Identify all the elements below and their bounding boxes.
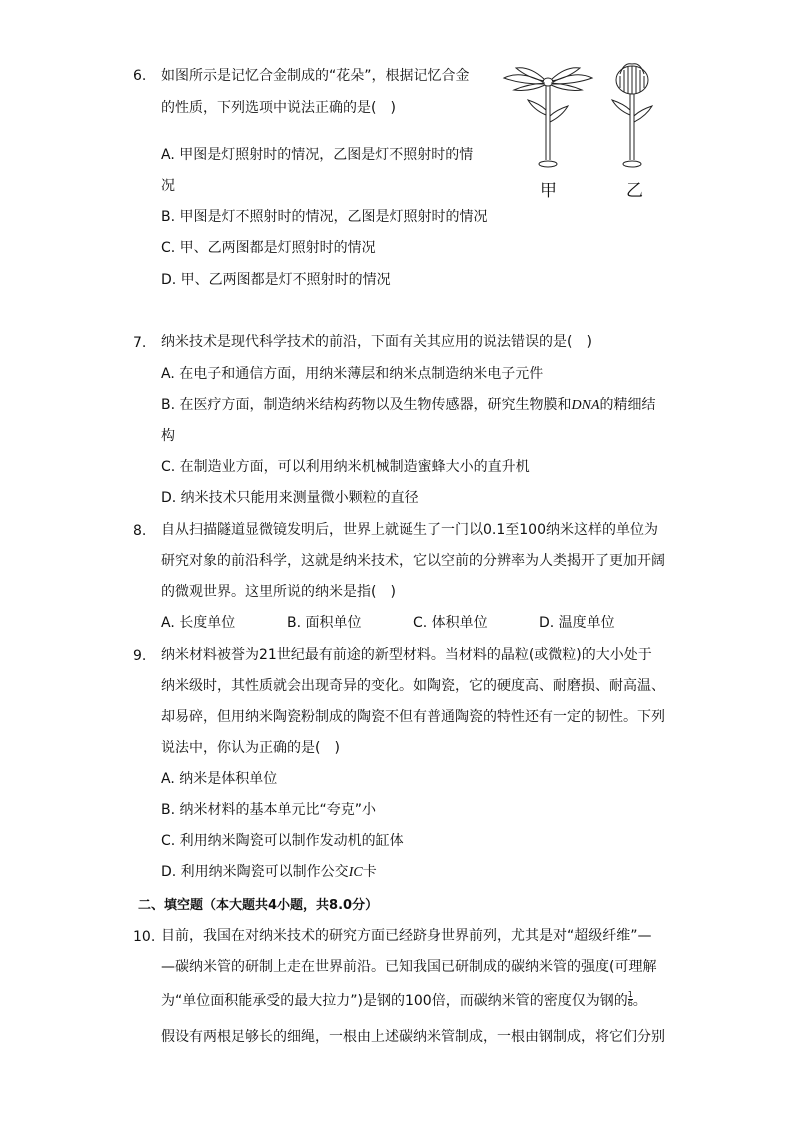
question-stem: 纳米材料被誉为21世纪最有前途的新型材料。当材料的晶粒(或微粒)的大小处于 xyxy=(161,647,652,663)
option-a: A. 纳米是体积单位 xyxy=(161,771,278,787)
question-number: 10. xyxy=(133,929,156,945)
option-d xyxy=(161,862,377,883)
option-c: C. 在制造业方面，可以利用纳米机械制造蜜蜂大小的直升机 xyxy=(161,459,530,475)
option-a-cont: 况 xyxy=(161,178,175,194)
stem-text: 为“单位面积能承受的最大拉力”)是钢的100倍，而碳纳米管的密度仅为钢的 xyxy=(161,993,628,1009)
question-stem: 纳米技术是现代科学技术的前沿，下面有关其应用的说法错误的是( ) xyxy=(161,334,592,350)
option-b xyxy=(161,395,656,416)
question-stem: 如图所示是记忆合金制成的“花朵”，根据记忆合金 xyxy=(161,68,470,84)
option-c: C. 利用纳米陶瓷可以制作发动机的缸体 xyxy=(161,833,404,849)
option-a: A. 长度单位 xyxy=(161,615,236,631)
ic-term: IC xyxy=(348,865,363,880)
question-stem: 自从扫描隧道显微镜发明后，世界上就诞生了一门以0.1至100纳米这样的单位为 xyxy=(161,522,658,538)
stem-end: 。 xyxy=(632,993,647,1009)
question-number: 9. xyxy=(133,648,147,664)
question-number: 8. xyxy=(133,523,147,539)
question-stem: 假设有两根足够长的细绳，一根由上述碳纳米管制成，一根由钢制成，将它们分别 xyxy=(161,1029,665,1045)
question-stem xyxy=(161,991,647,1011)
option-b: B. 纳米材料的基本单元比“夸克”小 xyxy=(161,802,377,818)
option-d: D. 温度单位 xyxy=(539,615,615,631)
option-d: D. 甲、乙两图都是灯不照射时的情况 xyxy=(161,272,391,288)
question-stem: 的微观世界。这里所说的纳米是指( ) xyxy=(161,584,396,600)
question-stem: 的性质，下列选项中说法正确的是( ) xyxy=(161,100,396,116)
option-d-text: D. 利用纳米陶瓷可以制作公交 xyxy=(161,864,349,880)
question-stem: 却易碎，但用纳米陶瓷粉制成的陶瓷不但有普通陶瓷的特性还有一定的韧性。下列 xyxy=(161,709,665,725)
figure-label-yi: 乙 xyxy=(626,181,643,201)
question-stem: 目前，我国在对纳米技术的研究方面已经跻身世界前列，尤其是对“超级纤维”— xyxy=(161,928,652,944)
question-stem: 纳米级时，其性质就会出现奇异的变化。如陶瓷，它的硬度高、耐磨损、耐高温、 xyxy=(161,678,665,694)
option-c: C. 甲、乙两图都是灯照射时的情况 xyxy=(161,240,376,256)
option-b: B. 甲图是灯不照射时的情况，乙图是灯照射时的情况 xyxy=(161,209,488,225)
question-stem: —碳纳米管的研制上走在世界前沿。已知我国已研制成的碳纳米管的强度(可理解 xyxy=(161,959,657,975)
question-number: 7. xyxy=(133,335,147,351)
closed-flower-icon xyxy=(612,64,652,167)
question-stem: 研究对象的前沿科学，这就是纳米技术，它以空前的分辨率为人类揭开了更加开阔 xyxy=(161,553,665,569)
section-heading: 二、填空题（本大题共4小题，共8.0分） xyxy=(138,898,379,913)
open-flower-icon xyxy=(504,68,592,167)
option-c: C. 体积单位 xyxy=(413,615,488,631)
option-b: B. 面积单位 xyxy=(287,615,362,631)
option-b-text: B. 在医疗方面，制造纳米结构药物以及生物传感器，研究生物膜和 xyxy=(161,397,572,413)
question-number: 6. xyxy=(133,68,147,84)
fraction-denominator: 6 xyxy=(627,999,633,1008)
option-d: D. 纳米技术只能用来测量微小颗粒的直径 xyxy=(161,490,419,506)
option-a: A. 在电子和通信方面，用纳米薄层和纳米点制造纳米电子元件 xyxy=(161,366,544,382)
dna-term: DNA xyxy=(571,398,600,413)
option-b-text-end: 的精细结 xyxy=(599,397,656,413)
figure-label-jia: 甲 xyxy=(540,181,557,201)
question-stem: 说法中，你认为正确的是( ) xyxy=(161,740,340,756)
option-b-cont: 构 xyxy=(161,428,175,444)
flower-figure xyxy=(500,60,680,175)
option-d-text-end: 卡 xyxy=(362,864,377,880)
option-a: A. 甲图是灯照射时的情况，乙图是灯不照射时的情 xyxy=(161,147,474,163)
fraction-numerator: 1 xyxy=(627,990,633,999)
